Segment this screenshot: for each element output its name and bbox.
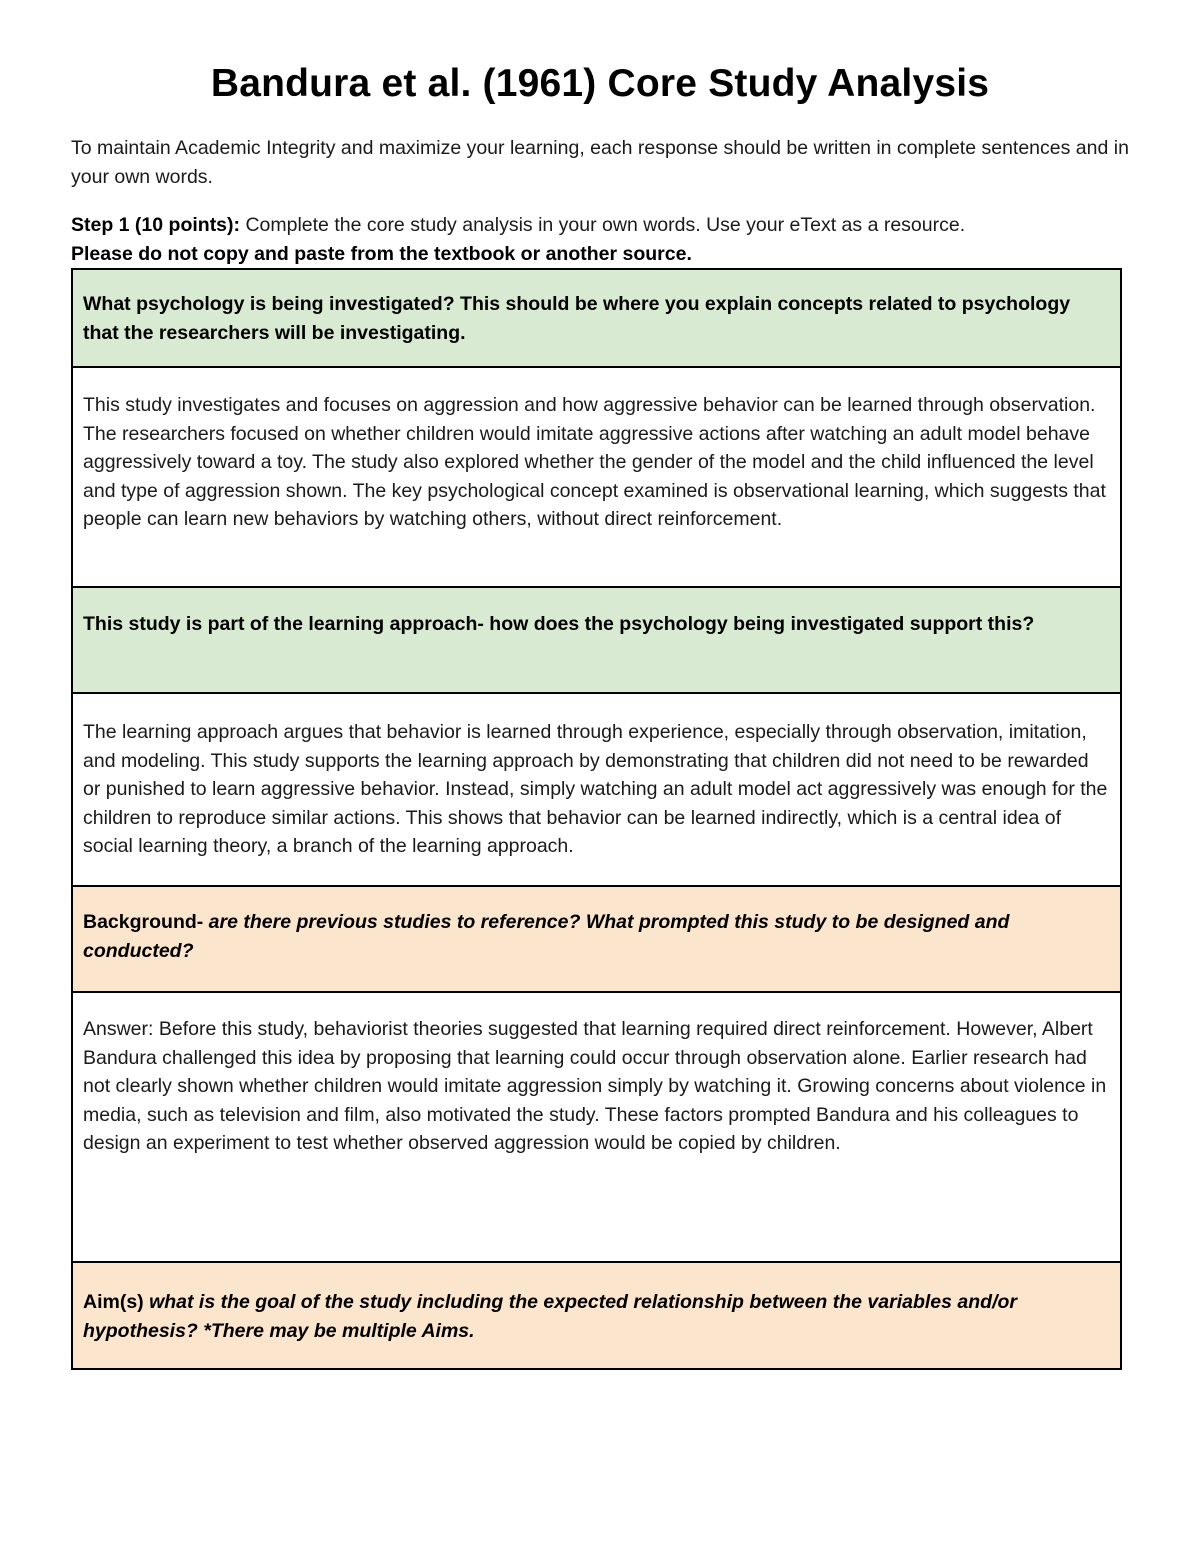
question-aims (73, 1263, 1120, 1370)
question-learning-approach (73, 588, 1120, 694)
step-instruction-text: Complete the core study analysis in your own words. Use your eText as a resource. (240, 214, 966, 236)
question-text: are there previous studies to reference? What prompted this study to be designed and conducted? (83, 911, 1010, 962)
answer-psychology-investigated[interactable] (73, 368, 1120, 588)
question-background (73, 887, 1120, 993)
question-psychology-investigated (73, 270, 1120, 368)
answer-learning-approach[interactable] (73, 694, 1120, 887)
answer-background[interactable] (73, 993, 1120, 1263)
step-warning: Please do not copy and paste from the textbook or another source. (71, 242, 692, 265)
answer-text: Answer: Before this study, behaviorist theories suggested that learning required direct reinforcement. However, Albert Bandura challenged this idea by proposing that learning could occur through observation alone. Earlier research had not clearly shown whether children would imitate aggression simply by watching it. Growing concerns about violence in media, such as television and film, also motivated the study. These factors prompted Bandura and his colleagues to design an experiment to test whether observed aggression would be copied by children. (83, 1018, 1107, 1154)
question-label: Aim(s) (83, 1291, 144, 1313)
answer-text: The learning approach argues that behavior is learned through experience, especially through observation, imitation, and modeling. This study supports the learning approach by demonstrating that children did not need to be rewarded or punished to learn aggressive behavior. Instead, simply watching an adult model act aggressively was enough for the children to reproduce similar actions. This shows that behavior can be learned indirectly, which is a central idea of social learning theory, a branch of the learning approach. (83, 721, 1108, 857)
question-text: What psychology is being investigated? This should be where you explain concepts related to psychology that the researchers will be investigating. (83, 293, 1071, 344)
answer-text: This study investigates and focuses on aggression and how aggressive behavior can be learned through observation. The researchers focused on whether children would imitate aggressive actions after watching an adult model behave aggressively toward a toy. The study also explored whether the gender of the model and the child influenced the level and type of aggression shown. The key psychological concept examined is observational learning, which suggests that people can learn new behaviors by watching others, without direct reinforcement. (83, 394, 1106, 530)
analysis-table (71, 268, 1122, 1370)
step-instructions (71, 211, 1131, 268)
question-label: Background- (83, 911, 204, 933)
step-label: Step 1 (10 points): (71, 214, 241, 236)
question-text: This study is part of the learning approach- how does the psychology being investigated support this? (83, 613, 1035, 635)
question-text: what is the goal of the study including the expected relationship between the variables and/or hypothesis? *There may be multiple Aims. (83, 1291, 1017, 1342)
page-title: Bandura et al. (1961) Core Study Analysis (210, 62, 990, 105)
intro-paragraph: To maintain Academic Integrity and maximize your learning, each response should be written in complete sentences and in your own words. (71, 137, 1129, 188)
